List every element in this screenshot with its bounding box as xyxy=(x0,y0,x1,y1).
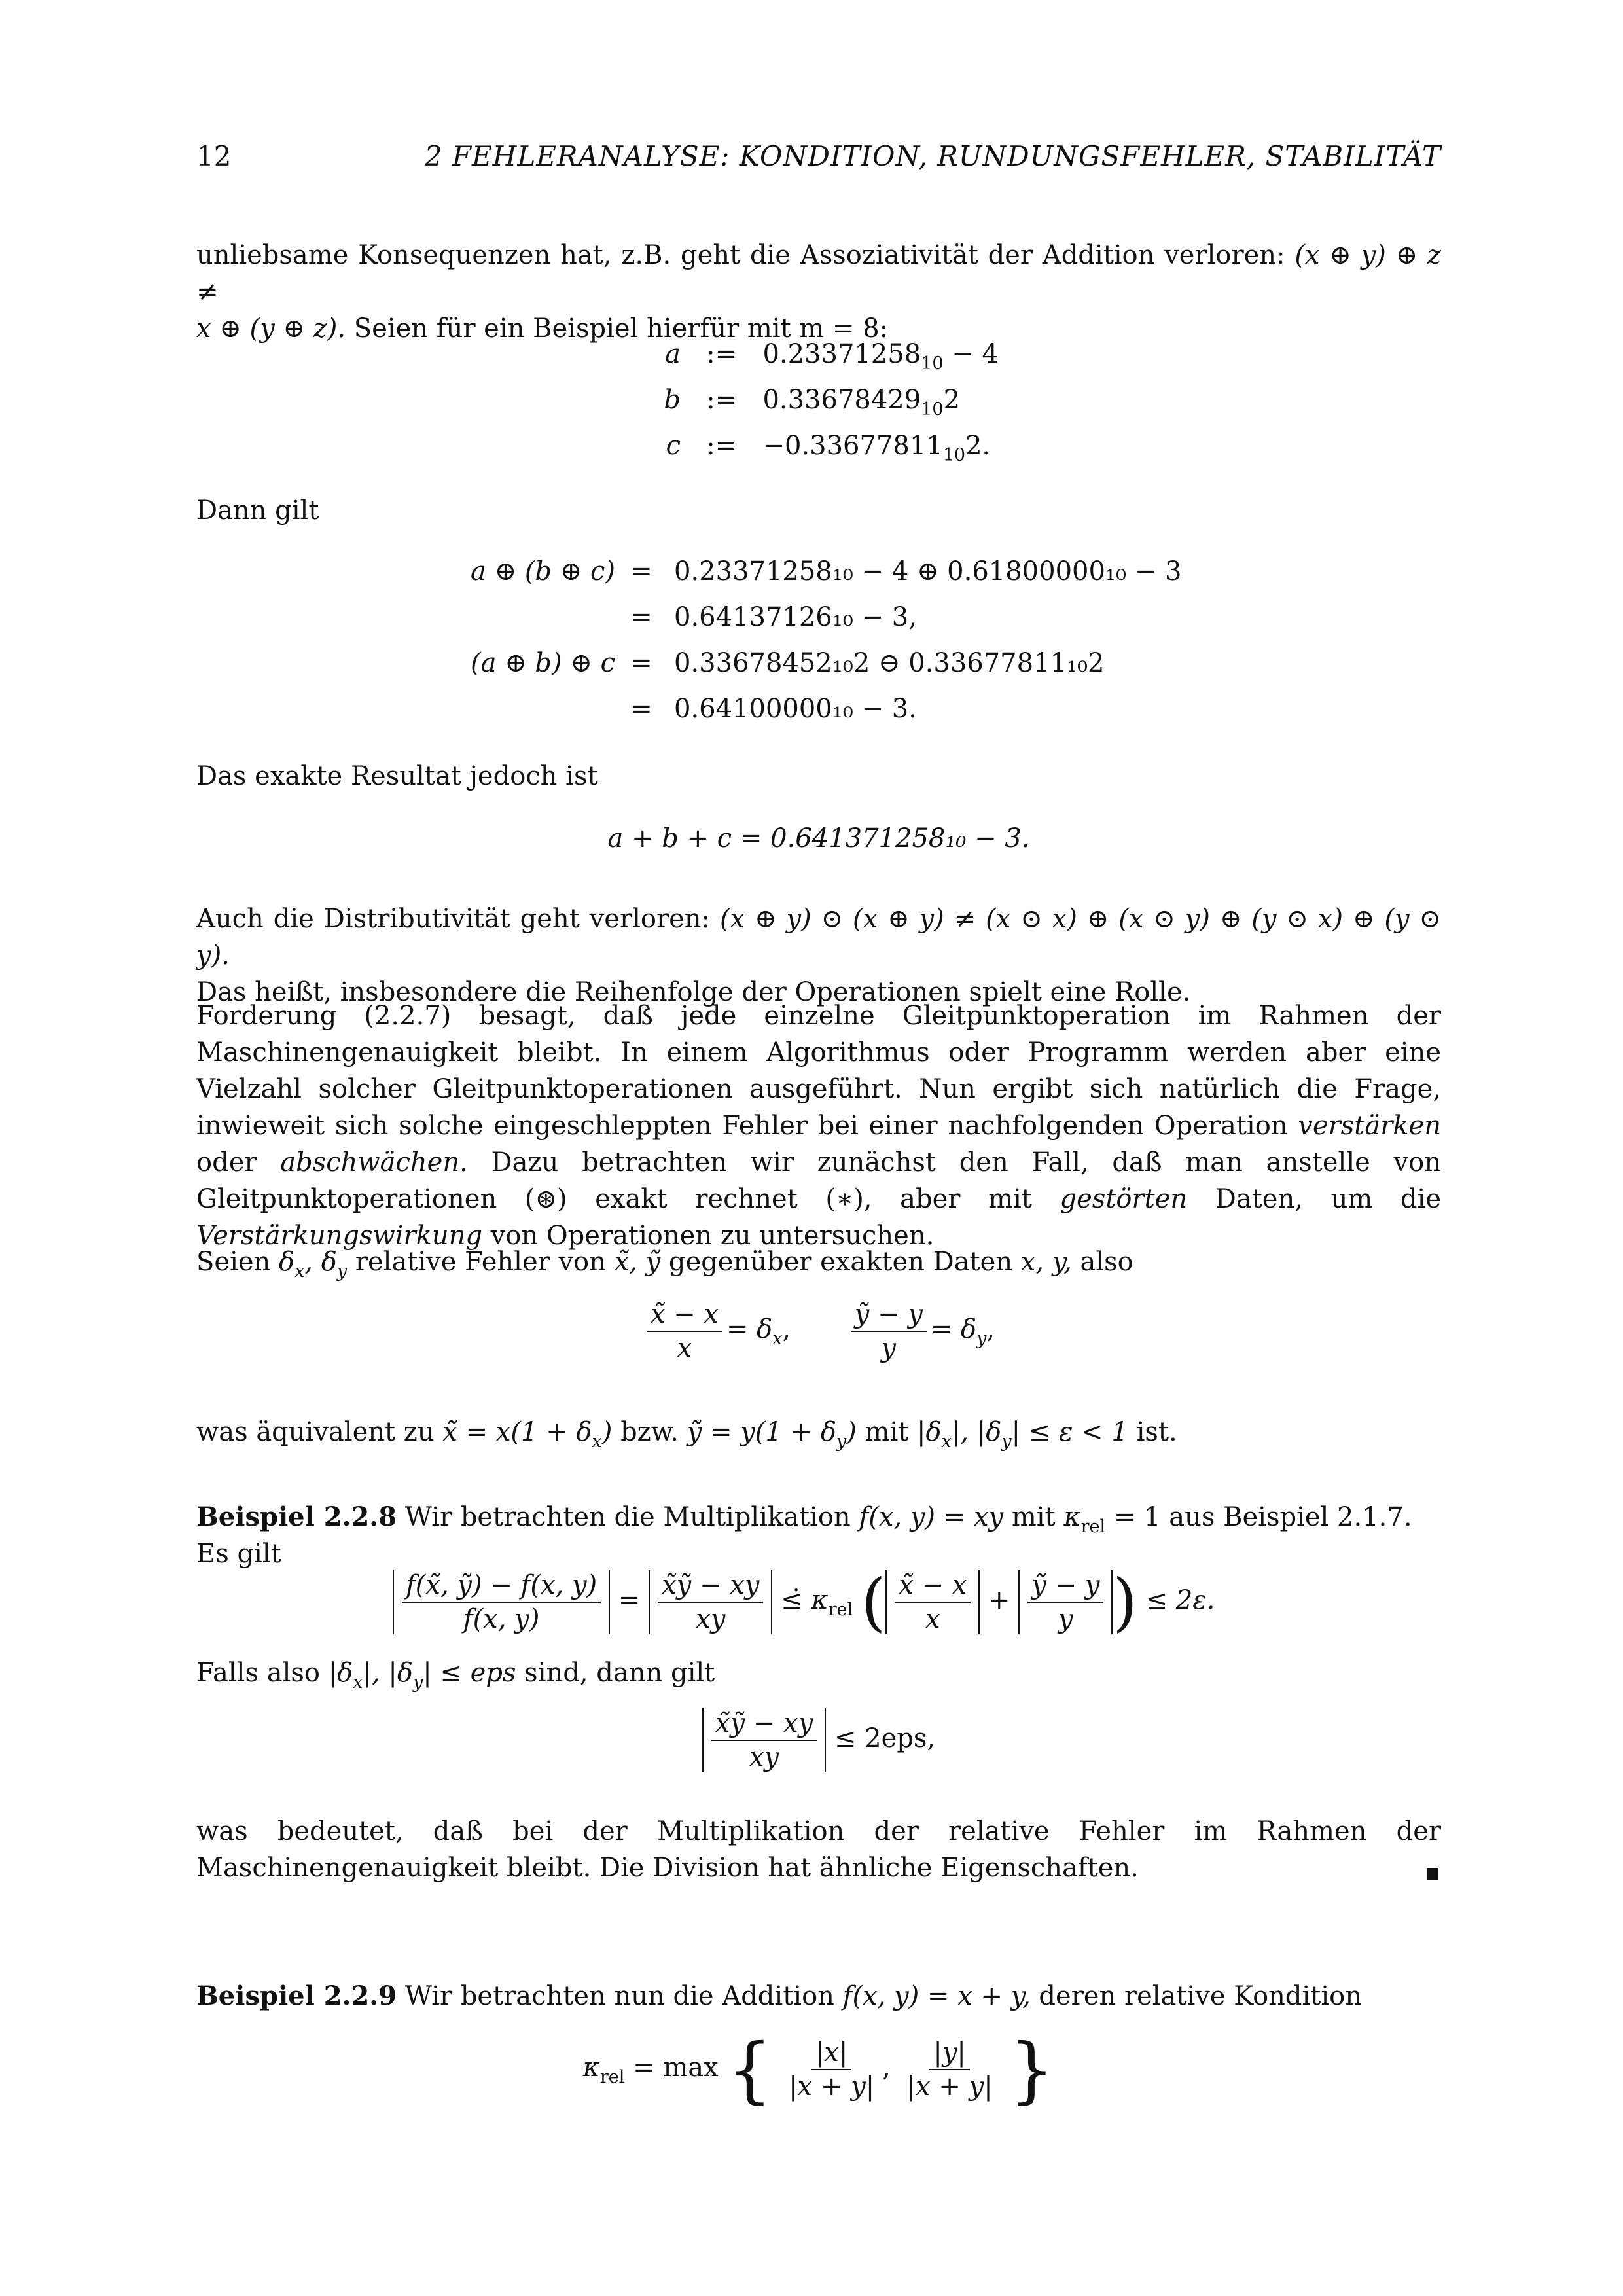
intro-text-1: unliebsame Konsequenzen hat, z.B. geht die Assoziativität der Addition verloren: xyxy=(196,240,1285,270)
exact-intro: Das exakte Resultat jedoch ist xyxy=(196,761,598,791)
qed-square-icon xyxy=(1427,1868,1438,1880)
intro-math-1: (x ⊕ y) ⊕ z ≠ xyxy=(196,240,1441,307)
intro-text-2: Seien für ein Beispiel hierfür mit m = 8: xyxy=(353,314,889,344)
relative-condition-formula: $\kappa_{rel} = \max$ { $\frac{|x|}{|x + y|}$ , $\frac{|y|}{|x + y|}$ } xyxy=(582,2028,1055,2111)
distributivity-paragraph: Auch die Distributivität geht verloren: (x ⊕ y) ⊙ (x ⊕ y) ≠ (x ⊙ x) ⊕ (x ⊙ y) ⊕ (y ⊙ x) ⊕ (y ⊙ y). Das heißt, insbesondere die Reihenfolge der Operationen spielt eine Rolle. xyxy=(196,904,1442,1007)
definition-b: b := $0.33678429_{10}2$ xyxy=(664,385,961,420)
example-2-2-9-heading: Beispiel 2.2.9 Wir betrachten nun die Addition f(x, y) = x + y, deren relative Kondition xyxy=(196,1981,1363,2011)
multiplication-estimate: $\frac{\text{f(x̃, ỹ) − f(x, y)}}{f(x, y)}$ = $\frac{\text{x̃ỹ − xy}}{xy}$ ≤̇ $\kappa_{rel}$ ( $\frac{x̃ - x}{x}$ + $\frac{\text{ỹ − y}}{y}$ ) ≤ 2ε. xyxy=(393,1566,1215,1639)
dann-gilt: Dann gilt xyxy=(196,495,319,526)
equivalent-line: was äquivalent zu x̃ = $x(1 + \delta_x)$ bzw. ỹ = $y(1 + \delta_y)$ mit $|\delta_x|$, $|\delta_y| \le \varepsilon < 1$ ist. xyxy=(196,1417,1177,1452)
definition-a: a := $0.23371258_{10} - 4$ xyxy=(665,339,999,374)
fraction: $\frac{\text{ỹ − y}}{y}$ xyxy=(851,1299,927,1363)
eps-estimate: $\frac{\text{x̃ỹ − xy}}{xy}$ ≤ 2eps, xyxy=(196,1708,1441,1772)
definition-c: c := $-0.33677811_{10}2$. xyxy=(666,431,991,465)
falls-line: Falls also $|\delta_x|$, $|\delta_y|$ ≤ eps sind, dann gilt xyxy=(196,1658,715,1693)
chapter-title: 2 FEHLERANALYSE: KONDITION, RUNDUNGSFEHLER, STABILITÄT xyxy=(424,140,1441,172)
seien-paragraph: Seien $\delta_x$, $\delta_y$ relative Fehler von x̃, ỹ gegenüber exakten Daten x, y, also xyxy=(196,1247,1133,1282)
intro-paragraph xyxy=(196,237,1441,347)
forderung-paragraph: Forderung (2.2.7) besagt, daß jede einzelne Gleitpunktoperation im Rahmen der Maschinengenauigkeit bleibt. In einem Algorithmus oder Programm werden aber eine Vielzahl solcher Gleitpunktoperationen ausgeführt. Nun ergibt sich natürlich die Frage, inwieweit sich solche eingeschleppten Fehler bei einer nachfolgenden Operation verstärken oder abschwächen. Dazu betrachten wir zunächst den Fall, daß man anstelle von Gleitpunktoperationen (⊛) exakt rechnet (∗), aber mit gestörten Daten, um die Verstärkungswirkung von Operationen zu untersuchen. xyxy=(196,1001,1442,1251)
example-2-2-8-heading: Beispiel 2.2.8 Wir betrachten die Multiplikation f(x, y) = xy mit $\kappa_{rel} = 1$ aus Beispiel 2.1.7. Es gilt xyxy=(196,1501,1412,1569)
relative-error-equation: $\frac{x̃ - x}{x}$ = $\delta_x$, $\frac{\text{ỹ − y}}{y}$ = $\delta_y$, xyxy=(196,1299,1441,1363)
fraction: $\frac{x̃ - x}{x}$ xyxy=(647,1299,722,1363)
page-number: 12 xyxy=(196,140,232,172)
intro-math-2: x ⊕ (y ⊕ z). xyxy=(196,314,346,344)
exact-result: a + b + c = 0.641371258₁₀ − 3. xyxy=(607,823,1030,853)
example-2-2-8-conclusion: was bedeutet, daß bei der Multiplikation der relative Fehler im Rahmen der Maschinengenauigkeit bleibt. Die Division hat ähnliche Eigenschaften. xyxy=(196,1816,1441,1883)
paper-page: 12 2 FEHLERANALYSE: KONDITION, RUNDUNGSFEHLER, STABILITÄT unliebsame Konsequenzen hat, z.B. geht die Assoziativität der Addition verloren: (x ⊕ y) ⊕ z ≠ x ⊕ (y ⊕ z). Seien für ein Beispiel hierfür mit m = 8: a := $0.23371258_{10} - 4$ b := $0.33678429_{10}2$ c := $-0.33677811_{10}2$. Dann gilt a ⊕ (b ⊕ c) = 0.23371258₁₀ − 4 ⊕ 0.61800000₁₀ − 3 = 0.64137126₁₀ − 3, (a ⊕ b) ⊕ c = 0.33678452₁₀2 ⊖ 0.33677811₁₀2 = 0.64100000₁₀ − 3. Das exakte Resultat jedoch ist a + b + c = 0.641371258₁₀ − 3. Auch die Distributivität geht verloren: (x ⊕ y) ⊙ (x ⊕ y) ≠ (x ⊙ x) ⊕ (x ⊙ y) ⊕ (y ⊙ x) ⊕ (y ⊙ y). Das heißt, insbesondere die Reihenfolge der Operationen spielt eine Rolle. Forderung (2.2.7) besagt, daß jede einzelne Gleitpunktoperation im Rahmen der Maschinengenauigkeit bleibt. In einem Algorithmus oder Programm werden aber eine Vielzahl solcher Gleitpunktoperationen ausgeführt. Nun ergibt sich natürlich die Frage, inwieweit sich solche eingeschleppten Fehler bei einer nachfolgenden Operation verstärken oder abschwächen. Dazu betrachten wir zunächst den Fall, daß man anstelle von Gleitpunktoperationen (⊛) exakt rechnet (∗), aber mit gestörten Daten, um die Verstärkungswirkung von Operationen zu untersuchen. Seien $\delta_x$, $\delta_y$ relative Fehler von x̃, ỹ gegenüber exakten Daten x, y, also $\frac{x̃ - x}{x}$ = $\delta_x$, $\frac{\text{ỹ − y}}{y}$ = $\delta_y$, was äquivalent zu x̃ = $x(1 + \delta_x)$ bzw. ỹ = $y(1 + \delta_y)$ mit $|\delta_x|$, $|\delta_y| \le \varepsilon < 1$ ist. Beispiel 2.2.8 Wir betrachten die Multiplikation f(x, y) = xy mit $\kappa_{rel} = 1$ aus Beispiel 2.1.7. Es gilt $\frac{\text{f(x̃, ỹ) − f(x, y)}}{f(x, y)}$ = $\frac{\text{x̃ỹ − xy}}{xy}$ ≤̇ $\kappa_{rel}$ ( $\frac{x̃ - x}{x}$ + $\frac{\text{ỹ − y}}{y}$ ) ≤ 2ε. Falls also $|\delta_x|$, $|\delta_y|$ ≤ eps sind, dann gilt $\frac{\text{x̃ỹ − xy}}{xy}$ ≤ 2eps, was bedeutet, daß bei der Multiplikation der relative Fehler im Rahmen der Maschinengenauigkeit bleibt. Die Division hat ähnliche Eigenschaften. Beispiel 2.2.9 Wir betrachten nun die Addition f(x, y) = x + y, deren relative Kondition $\kappa_{rel} = \max$ { $\frac{|x|}{|x + y|}$ , $\frac{|y|}{|x + y|}$ } xyxy=(196,140,1442,2111)
